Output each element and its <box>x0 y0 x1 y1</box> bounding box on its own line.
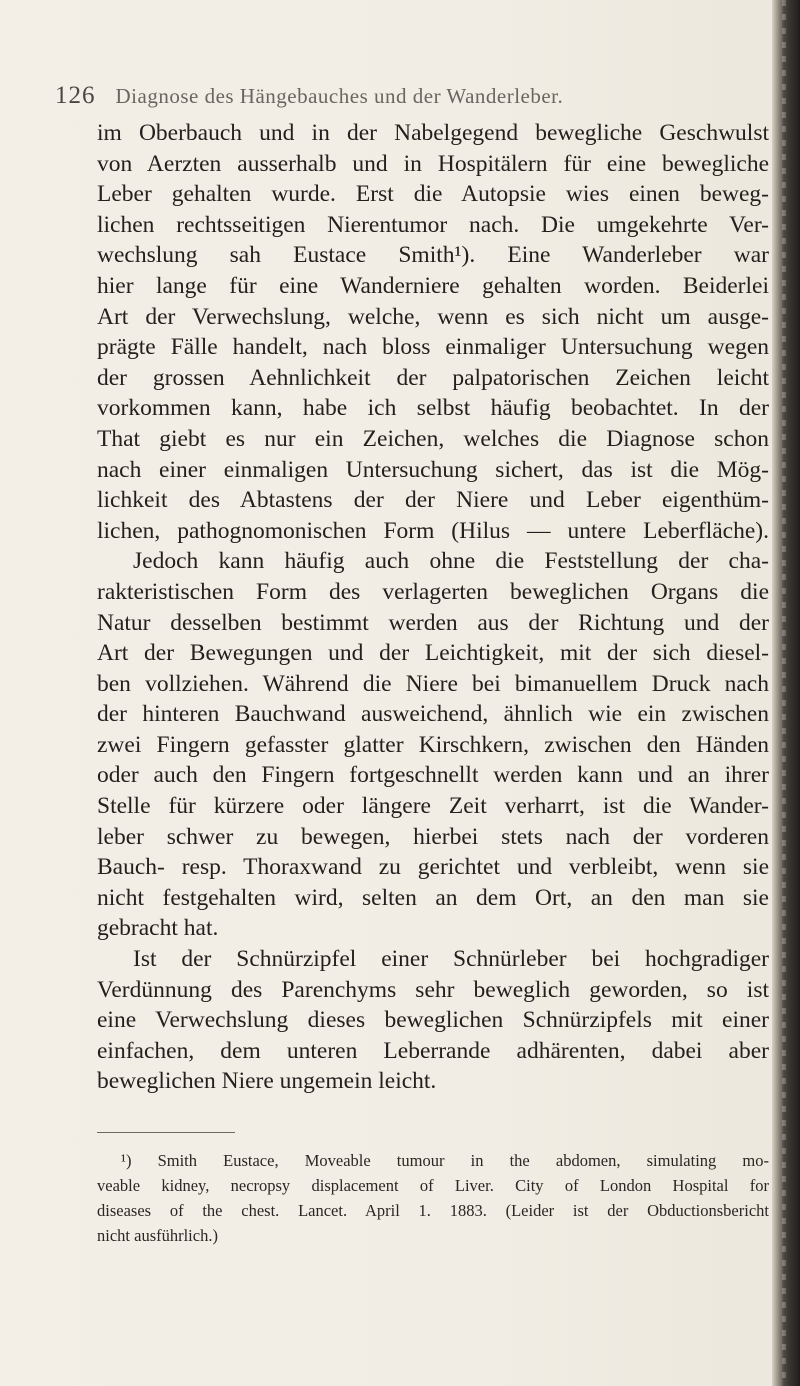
text-line: nach einer einmaligen Untersuchung sichert, das ist die Mög- <box>97 456 769 483</box>
text-line: prägte Fälle handelt, nach bloss einmaliger Untersuchung wegen <box>97 334 769 361</box>
footnote-line: diseases of the chest. Lancet. April 1. 1883. (Leider ist der Obductionsbericht <box>97 1201 769 1220</box>
text-line: Ist der Schnürzipfel einer Schnürleber bei hochgradiger <box>133 946 769 973</box>
footnote-line: veable kidney, necropsy displacement of Liver. City of London Hospital for <box>97 1176 769 1195</box>
text-line: zwei Fingern gefasster glatter Kirschkern, zwischen den Händen <box>97 731 769 758</box>
running-header <box>55 82 563 112</box>
text-line: Verdünnung des Parenchyms sehr beweglich geworden, so ist <box>97 976 769 1003</box>
text-line: im Oberbauch und in der Nabelgegend bewegliche Geschwulst <box>97 120 769 146</box>
text-line: Bauch- resp. Thoraxwand zu gerichtet und verbleibt, wenn sie <box>97 854 769 881</box>
text-line: beweglichen Niere ungemein leicht. <box>97 1068 437 1095</box>
page-binding-edge <box>772 0 800 1386</box>
text-line: nicht festgehalten wird, selten an dem Ort, an den man sie <box>97 884 769 911</box>
text-line: gebracht hat. <box>97 915 219 942</box>
text-line: Leber gehalten wurde. Erst die Autopsie wies einen beweg- <box>97 181 769 208</box>
text-line: Art der Verwechslung, welche, wenn es sich nicht um ausge- <box>97 303 769 330</box>
text-line: Art der Bewegungen und der Leichtigkeit, mit der sich diesel- <box>97 640 769 667</box>
text-line: That giebt es nur ein Zeichen, welches die Diagnose schon <box>97 425 769 452</box>
text-line: lichen rechtsseitigen Nierentumor nach. Die umgekehrte Ver- <box>97 211 769 238</box>
text-line: der grossen Aehnlichkeit der palpatorischen Zeichen leicht <box>97 364 769 391</box>
text-line: ben vollziehen. Während die Niere bei bimanuellem Druck nach <box>97 670 769 697</box>
footnote-line: nicht ausführlich.) <box>97 1226 218 1245</box>
footnote <box>97 1148 769 1248</box>
text-line: hier lange für eine Wanderniere gehalten worden. Beiderlei <box>97 272 769 299</box>
text-line: rakteristischen Form des verlagerten beweglichen Organs die <box>97 578 769 605</box>
text-line: lichen, pathognomonischen Form (Hilus — untere Leberfläche). <box>97 517 769 544</box>
text-line: einfachen, dem unteren Leberrande adhärenten, dabei aber <box>97 1037 769 1064</box>
page-number: 126 <box>55 82 96 109</box>
text-line: Stelle für kürzere oder längere Zeit verharrt, ist die Wander- <box>97 793 769 820</box>
footnote-divider <box>97 1132 235 1133</box>
text-line: der hinteren Bauchwand ausweichend, ähnlich wie ein zwischen <box>97 701 769 728</box>
text-line: Jedoch kann häufig auch ohne die Feststellung der cha- <box>133 548 769 575</box>
text-line: von Aerzten ausserhalb und in Hospitälern für eine bewegliche <box>97 150 769 177</box>
text-line: vorkommen kann, habe ich selbst häufig beobachtet. In der <box>97 395 769 422</box>
text-line: lichkeit des Abtastens der der Niere und Leber eigenthüm- <box>97 487 769 514</box>
text-line: eine Verwechslung dieses beweglichen Schnürzipfels mit einer <box>97 1007 769 1034</box>
text-line: oder auch den Fingern fortgeschnellt werden kann und an ihrer <box>97 762 769 789</box>
running-title: Diagnose des Hängebauches und der Wanderleber. <box>115 84 564 108</box>
text-line: leber schwer zu bewegen, hierbei stets nach der vorderen <box>97 823 769 850</box>
body-text <box>97 118 769 1097</box>
text-line: wechslung sah Eustace Smith¹). Eine Wanderleber war <box>97 242 769 269</box>
text-line: Natur desselben bestimmt werden aus der Richtung und der <box>97 609 769 636</box>
footnote-line: ¹) Smith Eustace, Moveable tumour in the abdomen, simulating mo- <box>121 1151 769 1170</box>
